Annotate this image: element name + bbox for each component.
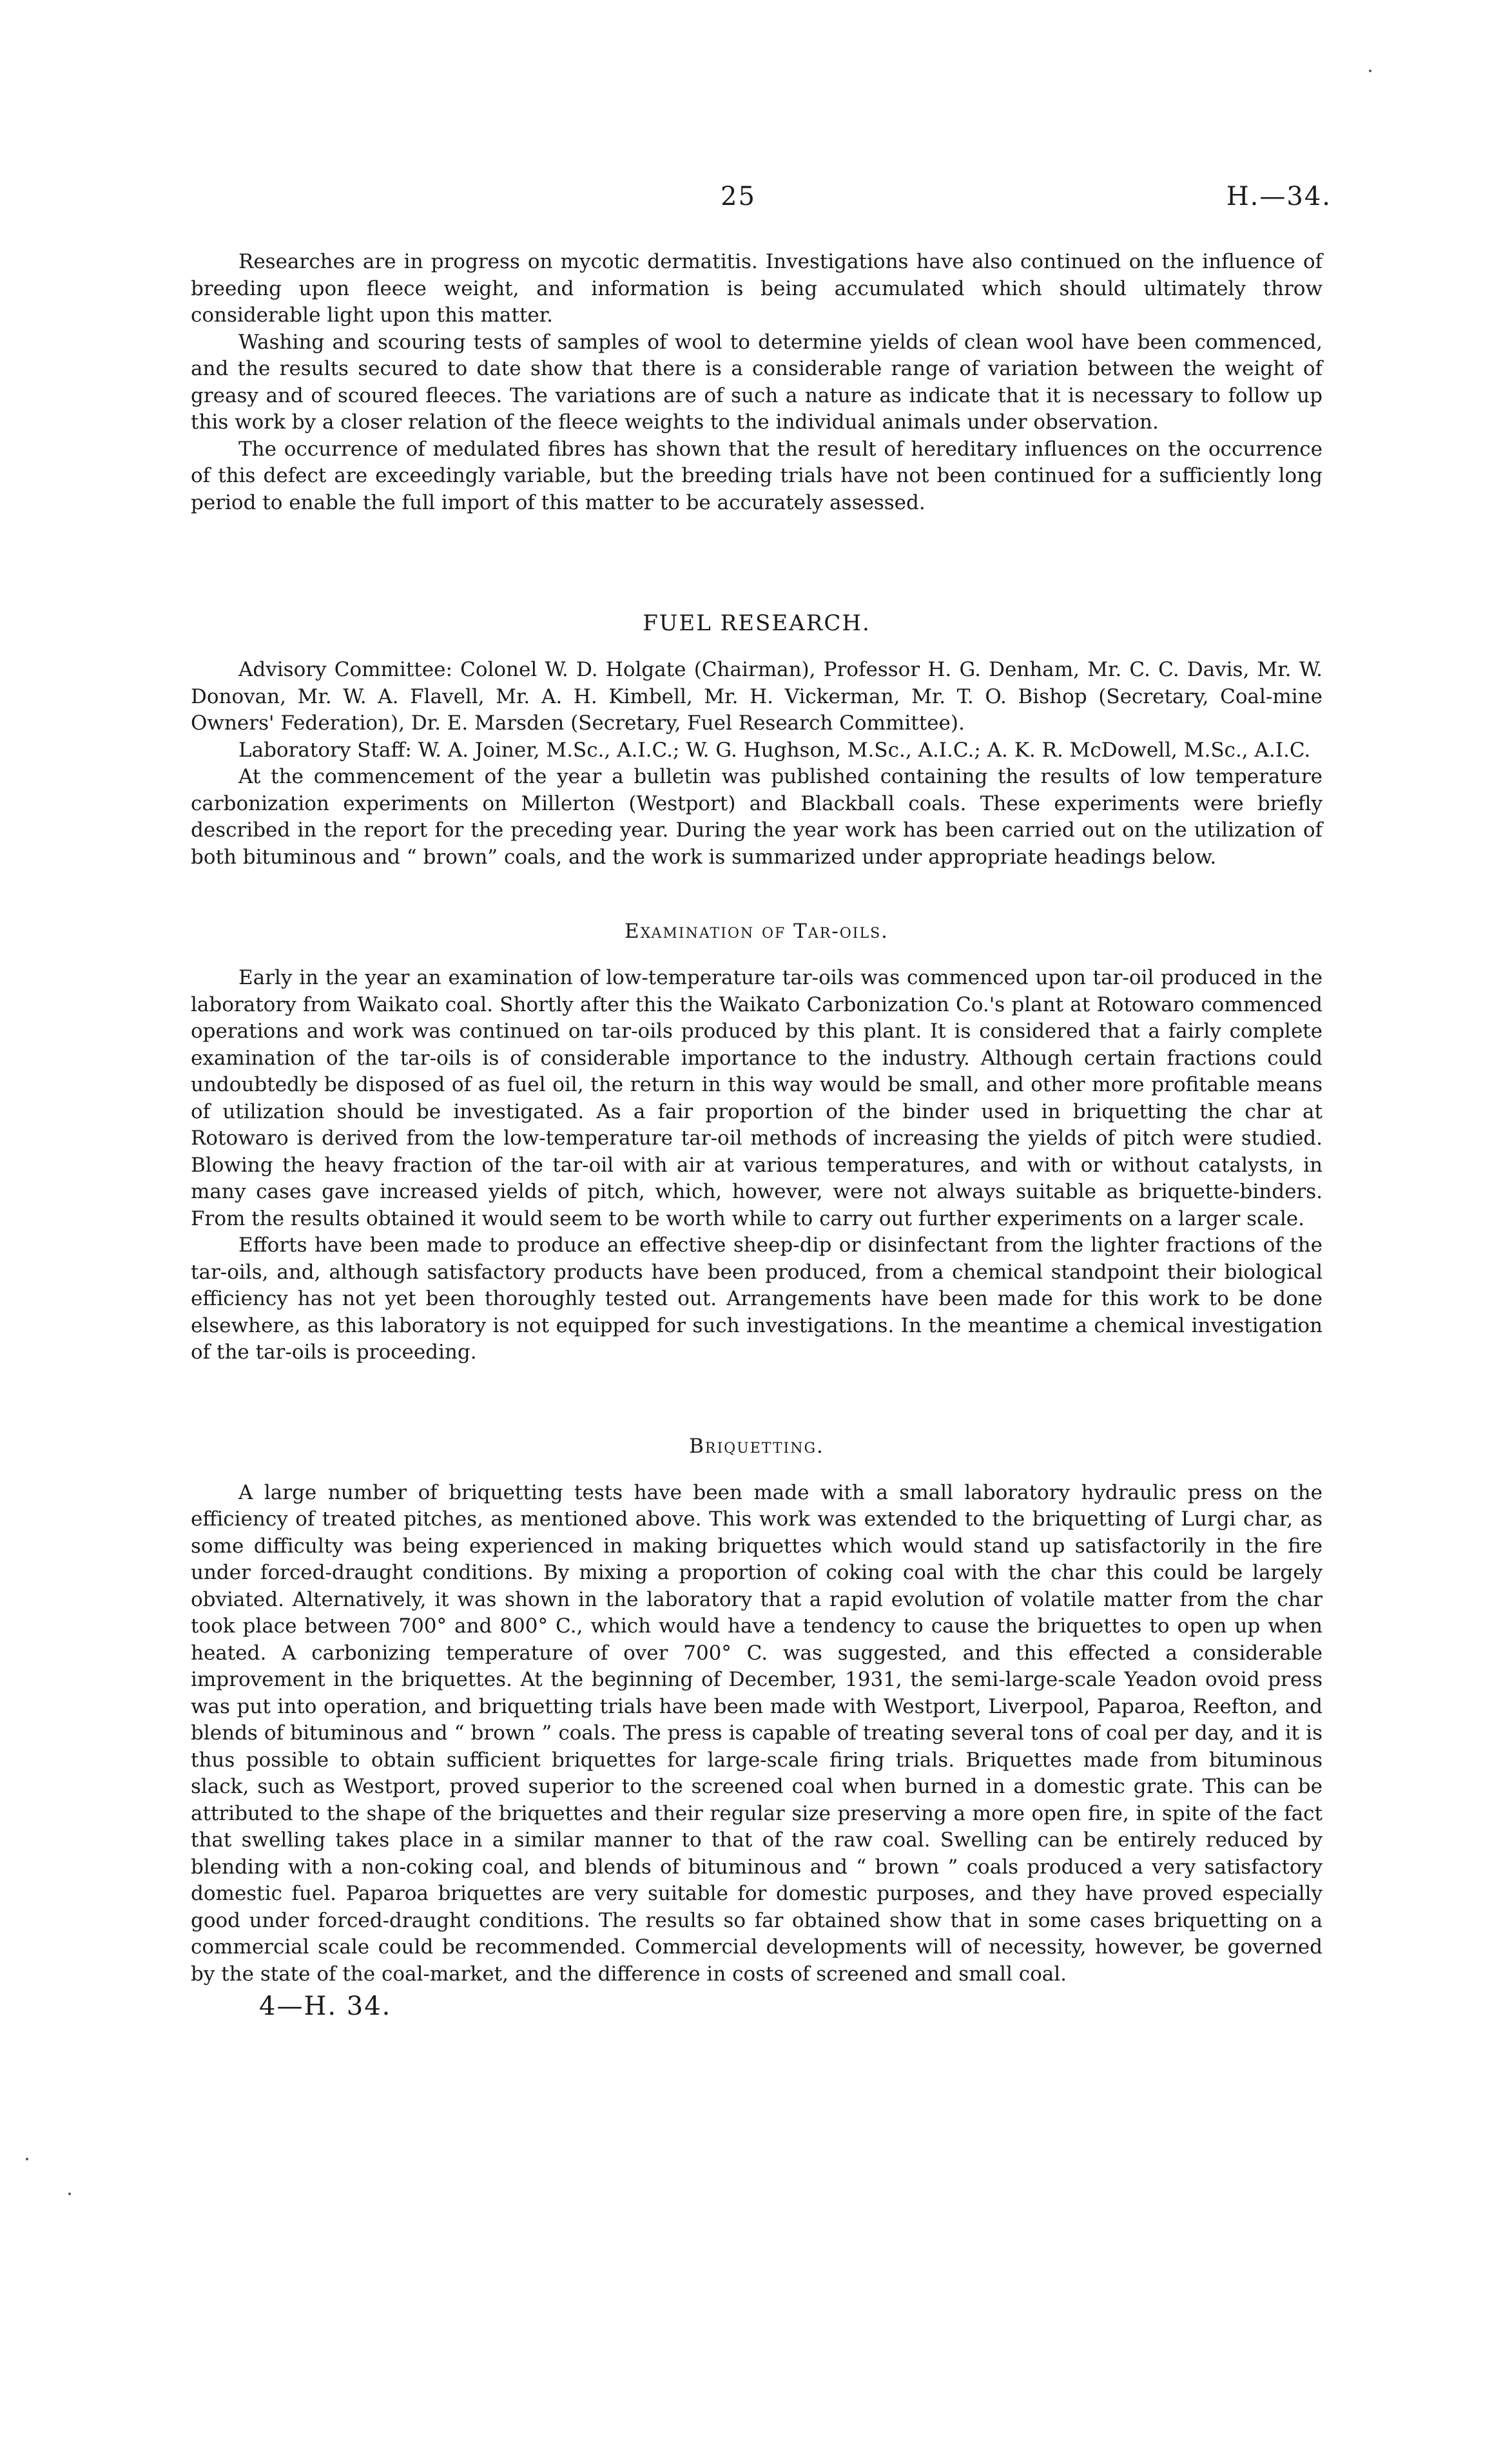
scan-speck xyxy=(68,2193,71,2195)
advisory-committee-paragraph: Advisory Committee: Colonel W. D. Holgate (Chairman), Professor H. G. Denham, Mr. C. C. Davis, Mr. W. Donovan, Mr. W. A. Flavell, Mr. A. H. Kimbell, Mr. H. Vickerman, Mr. T. O. Bishop (Secretary, Coal-mine Owners' Federation), Dr. E. Marsden (Secretary, Fuel Research Committee). xyxy=(191,658,1323,735)
section-heading-briquetting: Briquetting. xyxy=(689,1434,824,1458)
laboratory-staff-paragraph: Laboratory Staff: W. A. Joiner, M.Sc., A.I.C.; W. G. Hughson, M.Sc., A.I.C.; A. K. R. McDowell, M.Sc., A.I.C. xyxy=(238,738,1311,762)
fuel-research-paragraph: At the commencement of the year a bulletin was published containing the results of low temperature carbonization experiments on Millerton (Westport) and Blackball coals. These experiments were briefly described in the report for the preceding year. During the year work has been carried out on the utilization of both bituminous and “ brown” coals, and the work is summarized under appropriate headings below. xyxy=(191,765,1323,869)
document-reference: H.—34. xyxy=(1226,182,1332,211)
intro-paragraph: Researches are in progress on mycotic dermatitis. Investigations have also continued on the influence of breeding upon fleece weight, and information is being accumulated which should ultimately throw considerable light upon this matter. xyxy=(191,250,1323,327)
page-body xyxy=(191,249,1323,2021)
tar-oils-paragraph: Efforts have been made to produce an effective sheep-dip or disinfectant from the lighter fractions of the tar-oils, and, although satisfactory products have been produced, from a chemical standpoint their biological efficiency has not yet been thoroughly tested out. Arrangements have been made for this work to be done elsewhere, as this laboratory is not equipped for such investigations. In the meantime a chemical investigation of the tar-oils is proceeding. xyxy=(191,1234,1323,1364)
tar-oils-paragraph: Early in the year an examination of low-temperature tar-oils was commenced upon tar-oil produced in the laboratory from Waikato coal. Shortly after this the Waikato Carbonization Co.'s plant at Rotowaro commenced operations and work was continued on tar-oils produced by this plant. It is considered that a fairly complete examination of the tar-oils is of considerable importance to the industry. Although certain fractions could undoubtedly be disposed of as fuel oil, the return in this way would be small, and other more profitable means of utilization should be investigated. As a fair proportion of the binder used in briquetting the char at Rotowaro is derived from the low-temperature tar-oil methods of increasing the yields of pitch were studied. Blowing the heavy fraction of the tar-oil with air at various temperatures, and with or without catalysts, in many cases gave increased yields of pitch, which, however, were not always suitable as briquette-binders. From the results obtained it would seem to be worth while to carry out further experiments on a larger scale. xyxy=(191,966,1323,1230)
section-heading-fuel-research: FUEL RESEARCH. xyxy=(643,610,871,636)
signature-mark: 4—H. 34. xyxy=(259,1991,392,2021)
intro-paragraph: The occurrence of medulated fibres has shown that the result of hereditary influences on the occurrence of this defect are exceedingly variable, but the breeding trials have not been continued for a sufficiently long period to enable the full import of this matter to be accurately assessed. xyxy=(191,437,1323,514)
section-heading-tar-oils: Examination of Tar-oils. xyxy=(624,920,889,943)
briquetting-paragraph: A large number of briquetting tests have been made with a small laboratory hydraulic press on the efficiency of treated pitches, as mentioned above. This work was extended to the briquetting of Lurgi char, as some difficulty was being experienced in making briquettes which would stand up satisfactorily in the fire under forced-draught conditions. By mixing a proportion of coking coal with the char this could be largely obviated. Alternatively, it was shown in the laboratory that a rapid evolution of volatile matter from the char took place between 700° and 800° C., which would have a tendency to cause the briquettes to open up when heated. A carbonizing temperature of over 700° C. was suggested, and this effected a considerable improvement in the briquettes. At the beginning of December, 1931, the semi-large-scale Yeadon ovoid press was put into operation, and briquetting trials have been made with Westport, Liverpool, Paparoa, Reefton, and blends of bituminous and “ brown ” coals. The press is capable of treating several tons of coal per day, and it is thus possible to obtain sufficient briquettes for large-scale firing trials. Briquettes made from bituminous slack, such as Westport, proved superior to the screened coal when burned in a domestic grate. This can be attributed to the shape of the briquettes and their regular size preserving a more open fire, in spite of the fact that swelling takes place in a similar manner to that of the raw coal. Swelling can be entirely reduced by blending with a non-coking coal, and blends of bituminous and “ brown ” coals produced a very satisfactory domestic fuel. Paparoa briquettes are very suitable for domestic purposes, and they have proved especially good under forced-draught conditions. The results so far obtained show that in some cases briquetting on a commercial scale could be recommended. Commercial developments will of necessity, however, be governed by the state of the coal-market, and the difference in costs of screened and small coal. xyxy=(191,1480,1323,1986)
page-number: 25 xyxy=(721,182,756,211)
scan-speck xyxy=(1369,70,1371,72)
scan-speck xyxy=(26,2158,28,2160)
intro-paragraph: Washing and scouring tests of samples of wool to determine yields of clean wool have been commenced, and the results secured to date show that there is a considerable range of variation between the weight of greasy and of scoured fleeces. The variations are of such a nature as indicate that it is necessary to follow up this work by a closer relation of the fleece weights to the individual animals under observation. xyxy=(191,330,1323,434)
